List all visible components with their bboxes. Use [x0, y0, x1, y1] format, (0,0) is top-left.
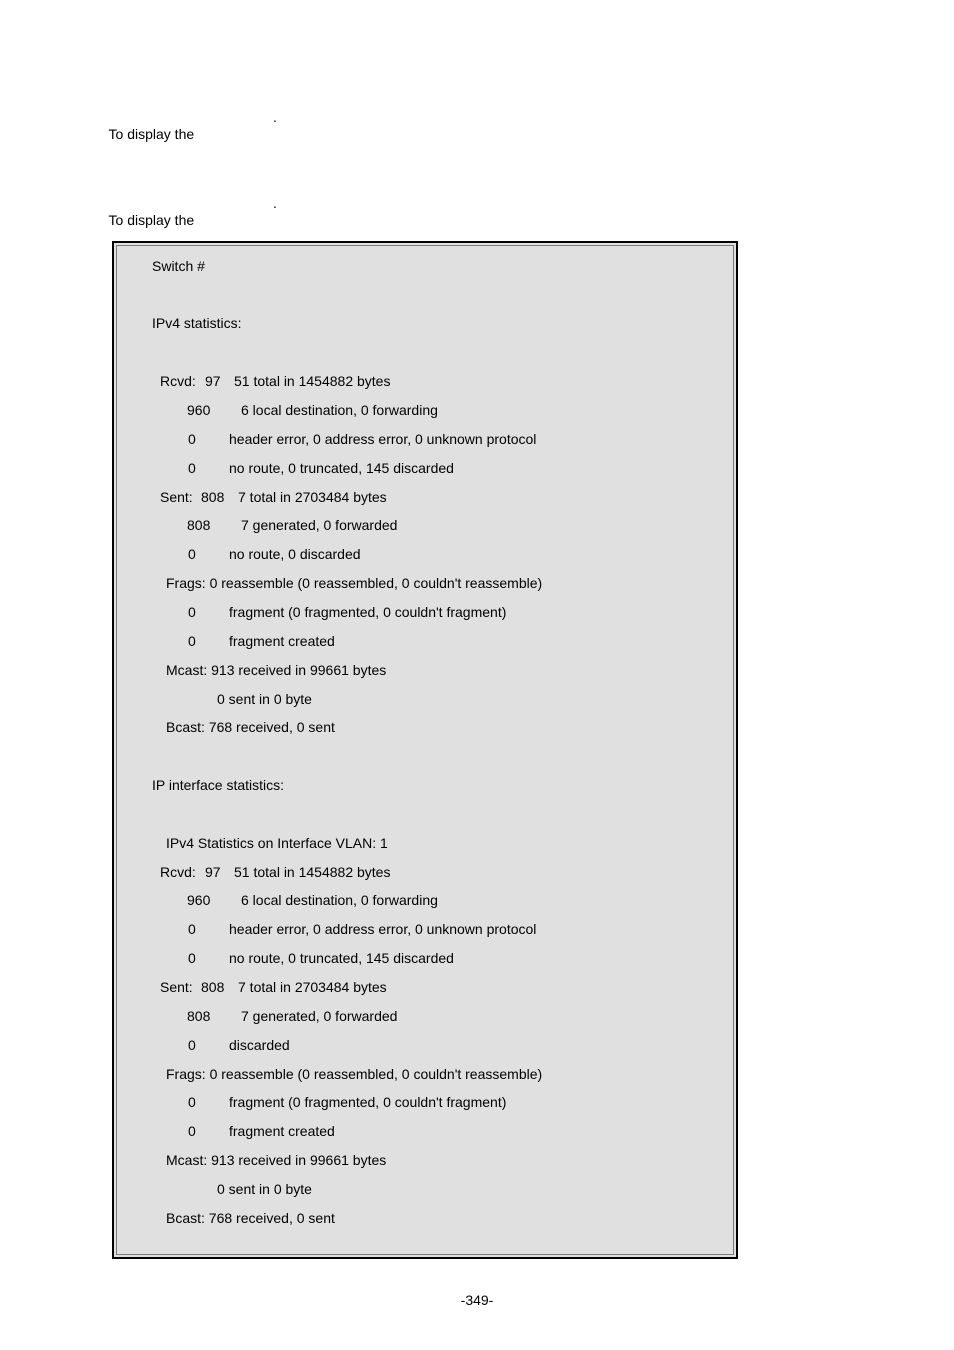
iface-sent-l1-text: 7 generated, 0 forwarded	[241, 1008, 398, 1024]
iface-rcvd-l1-num: 960	[187, 892, 211, 908]
console-prompt: Switch #	[152, 258, 205, 274]
iface-rcvd-l2-num: 0	[188, 921, 196, 937]
iface-frags-l2-text: fragment created	[229, 1123, 335, 1139]
ipv4-frags-l1-text: fragment (0 fragmented, 0 couldn't fragment)	[229, 604, 507, 620]
iface-rcvd-l2-text: header error, 0 address error, 0 unknown protocol	[229, 921, 537, 937]
iface-rcvd-l1-text: 6 local destination, 0 forwarding	[241, 892, 438, 908]
ipv4-statistics-header: IPv4 statistics:	[152, 315, 242, 331]
page-number: -349-	[460, 1292, 494, 1308]
ipv4-sent-l1-text: 7 generated, 0 forwarded	[241, 517, 398, 533]
ipv4-rcvd-b: 51 total in 1454882 bytes	[234, 373, 391, 389]
ipv4-rcvd-l2-text: header error, 0 address error, 0 unknown protocol	[229, 431, 537, 447]
iface-sent-b: 7 total in 2703484 bytes	[238, 979, 387, 995]
ipv4-sent-label: Sent:	[160, 489, 193, 505]
iface-sent-l2-text: discarded	[229, 1037, 290, 1053]
ipv4-rcvd-l2-num: 0	[188, 431, 196, 447]
intro-paragraph-2	[101, 195, 277, 229]
ipv4-rcvd-a: 97	[205, 373, 221, 389]
intro-suffix: .	[273, 195, 277, 211]
iface-rcvd-a: 97	[205, 864, 221, 880]
iface-sent-a: 808	[201, 979, 225, 995]
ipv4-sent-l2-text: no route, 0 discarded	[229, 546, 361, 562]
ipv4-frags-l1-num: 0	[188, 604, 196, 620]
ipv4-frags-l2-num: 0	[188, 633, 196, 649]
ipv4-mcast: Mcast: 913 received in 99661 bytes	[166, 662, 387, 678]
iface-sent-l1-num: 808	[187, 1008, 211, 1024]
ipv4-mcast-sent: 0 sent in 0 byte	[217, 691, 312, 707]
ipv4-rcvd-l1-text: 6 local destination, 0 forwarding	[241, 402, 438, 418]
iface-frags-l1-text: fragment (0 fragmented, 0 couldn't fragment)	[229, 1094, 507, 1110]
iface-mcast: Mcast: 913 received in 99661 bytes	[166, 1152, 387, 1168]
ipv4-sent-l2-num: 0	[188, 546, 196, 562]
ipv4-rcvd-l3-text: no route, 0 truncated, 145 discarded	[229, 460, 454, 476]
ipv4-bcast: Bcast: 768 received, 0 sent	[166, 719, 335, 735]
iface-frags-l2-num: 0	[188, 1123, 196, 1139]
ipv4-frags-l2-text: fragment created	[229, 633, 335, 649]
iface-frags-l1-num: 0	[188, 1094, 196, 1110]
ipv4-sent-b: 7 total in 2703484 bytes	[238, 489, 387, 505]
iface-frags: Frags: 0 reassemble (0 reassembled, 0 couldn't reassemble)	[166, 1066, 543, 1082]
iface-bcast: Bcast: 768 received, 0 sent	[166, 1210, 335, 1226]
ip-interface-statistics-header: IP interface statistics:	[152, 777, 285, 793]
intro-text: To display the	[108, 126, 195, 142]
iface-rcvd-label: Rcvd:	[160, 864, 196, 880]
ipv4-rcvd-l3-num: 0	[188, 460, 196, 476]
ipv4-rcvd-l1-num: 960	[187, 402, 211, 418]
ipv4-frags: Frags: 0 reassemble (0 reassembled, 0 couldn't reassemble)	[166, 575, 543, 591]
iface-rcvd-l3-text: no route, 0 truncated, 145 discarded	[229, 950, 454, 966]
iface-rcvd-b: 51 total in 1454882 bytes	[234, 864, 391, 880]
ipv4-sent-a: 808	[201, 489, 225, 505]
iface-sent-label: Sent:	[160, 979, 193, 995]
intro-paragraph-1	[101, 109, 277, 143]
iface-rcvd-l3-num: 0	[188, 950, 196, 966]
ipv4-sent-l1-num: 808	[187, 517, 211, 533]
iface-mcast-sent: 0 sent in 0 byte	[217, 1181, 312, 1197]
intro-text: To display the	[108, 212, 195, 228]
intro-suffix: .	[273, 109, 277, 125]
interface-title: IPv4 Statistics on Interface VLAN: 1	[166, 835, 388, 851]
ipv4-rcvd-label: Rcvd:	[160, 373, 196, 389]
console-output-box	[112, 241, 738, 1259]
iface-sent-l2-num: 0	[188, 1037, 196, 1053]
